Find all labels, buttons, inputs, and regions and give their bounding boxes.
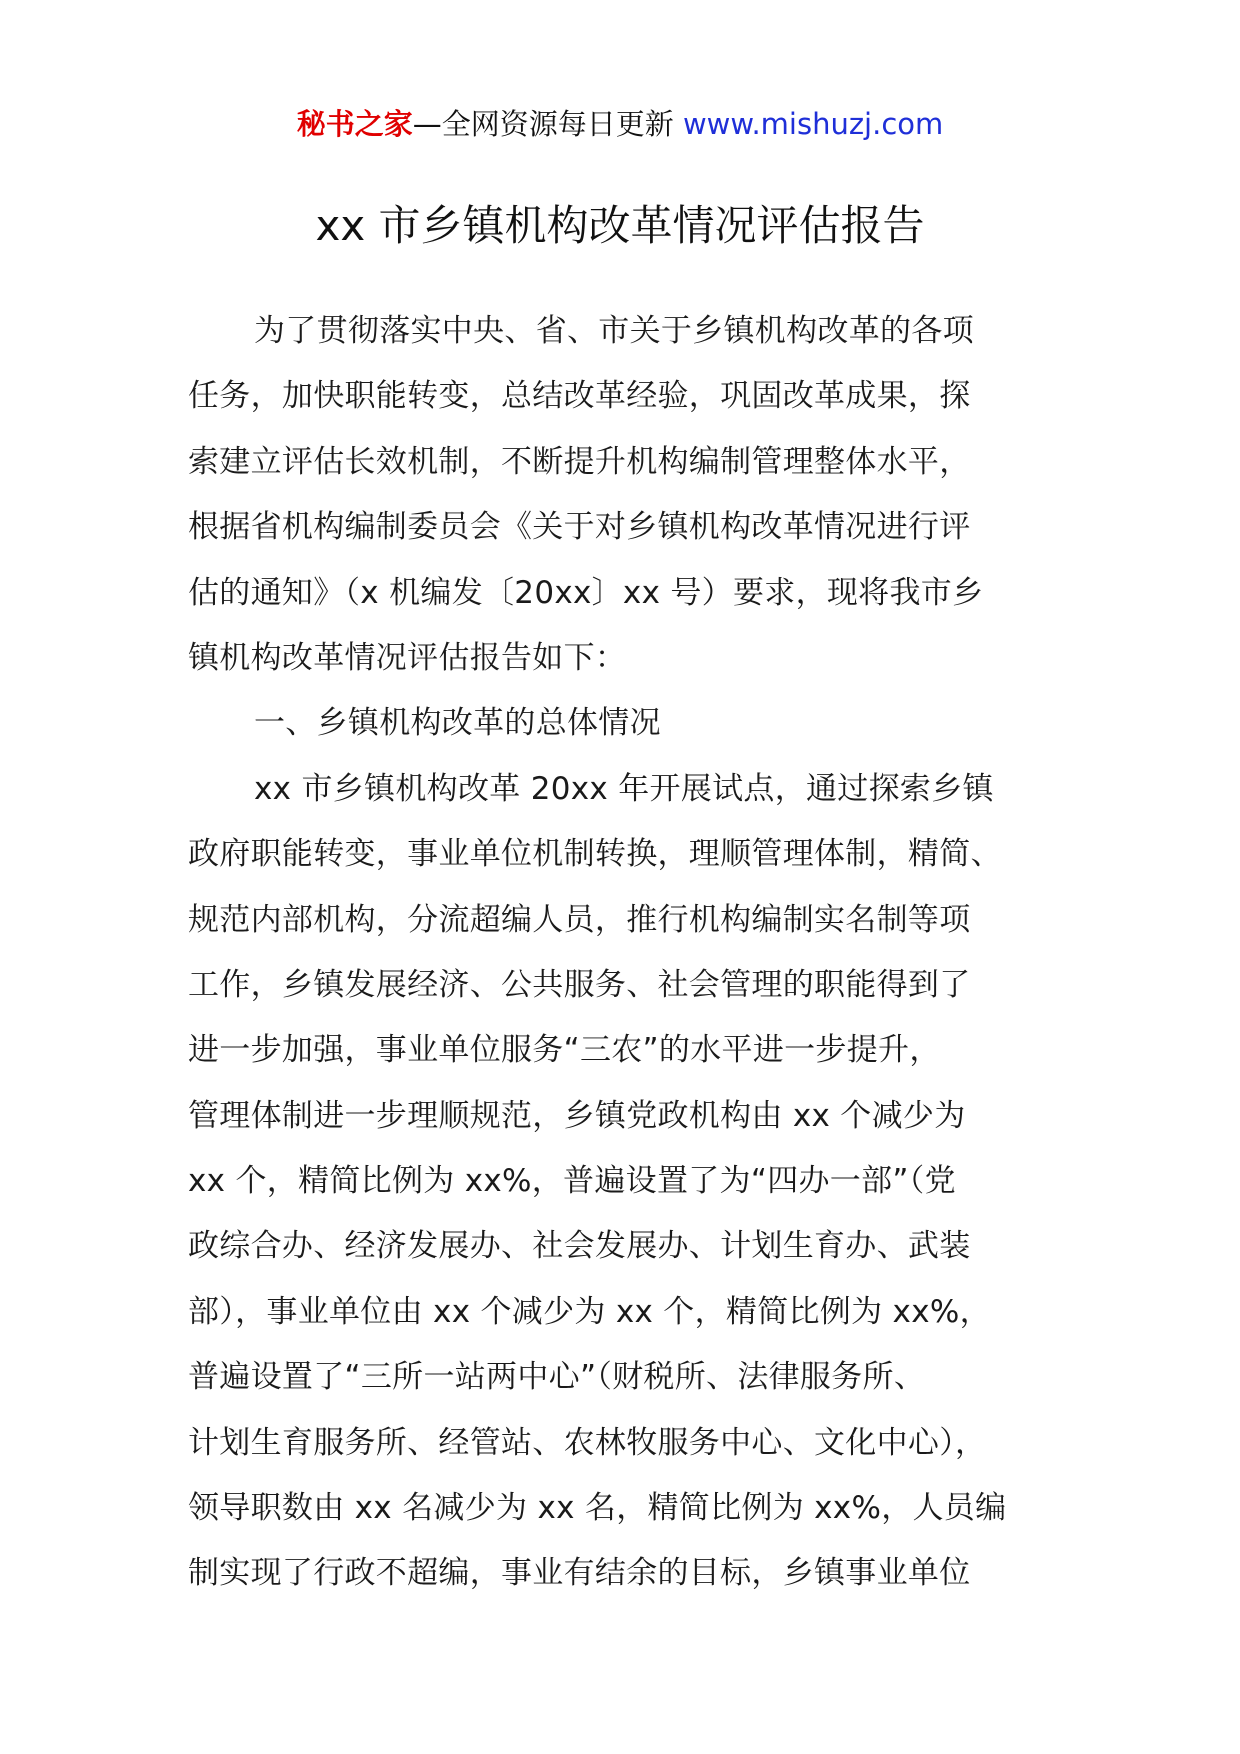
site-header bbox=[0, 104, 1240, 144]
body-text-line: xx 市乡镇机构改革 20xx 年开展试点，通过探索乡镇 bbox=[254, 770, 994, 807]
site-slogan: —全网资源每日更新 bbox=[412, 107, 683, 141]
site-url-link[interactable]: www.mishuzj.com bbox=[682, 107, 944, 141]
body-text-line: 计划生育服务所、经管站、农林牧服务中心、文化中心）， bbox=[188, 1424, 987, 1461]
body-text-line: 领导职数由 xx 名减少为 xx 名，精简比例为 xx%，人员编 bbox=[188, 1490, 1007, 1527]
body-text-line: 为了贯彻落实中央、省、市关于乡镇机构改革的各项 bbox=[254, 313, 974, 349]
body-text-line: 进一步加强，事业单位服务“三农”的水平进一步提升， bbox=[188, 1032, 941, 1069]
document-body bbox=[188, 299, 1068, 1607]
body-text-line: 工作，乡镇发展经济、公共服务、社会管理的职能得到了 bbox=[188, 966, 971, 1003]
body-text-line: 政综合办、经济发展办、社会发展办、计划生育办、武装 bbox=[188, 1228, 971, 1265]
body-text-line: 管理体制进一步理顺规范，乡镇党政机构由 xx 个减少为 bbox=[188, 1097, 966, 1134]
body-text-line: 索建立评估长效机制，不断提升机构编制管理整体水平， bbox=[188, 443, 971, 480]
document-title: xx 市乡镇机构改革情况评估报告 bbox=[315, 201, 925, 250]
body-text-line: xx 个，精简比例为 xx%，普遍设置了为“四办一部”（党 bbox=[188, 1163, 956, 1200]
body-text-line: 部），事业单位由 xx 个减少为 xx 个，精简比例为 xx%， bbox=[188, 1293, 991, 1330]
body-text-line: 根据省机构编制委员会《关于对乡镇机构改革情况进行评 bbox=[188, 509, 971, 546]
body-text-line: 普遍设置了“三所一站两中心”（财税所、法律服务所、 bbox=[188, 1359, 926, 1396]
body-text-line: 政府职能转变，事业单位机制转换，理顺管理体制，精简、 bbox=[188, 836, 1002, 873]
body-text-line: 制实现了行政不超编，事业有结余的目标，乡镇事业单位 bbox=[188, 1555, 971, 1592]
brand-name: 秘书之家 bbox=[296, 107, 413, 141]
body-text-line: 估的通知》（x 机编发〔20xx〕xx 号）要求，现将我市乡 bbox=[188, 574, 984, 611]
body-text-line: 任务，加快职能转变，总结改革经验，巩固改革成果，探 bbox=[188, 378, 971, 415]
body-text-line: 镇机构改革情况评估报告如下： bbox=[188, 639, 627, 676]
body-text-line: 一、乡镇机构改革的总体情况 bbox=[254, 705, 661, 742]
body-text-line: 规范内部机构，分流超编人员，推行机构编制实名制等项 bbox=[188, 901, 971, 938]
